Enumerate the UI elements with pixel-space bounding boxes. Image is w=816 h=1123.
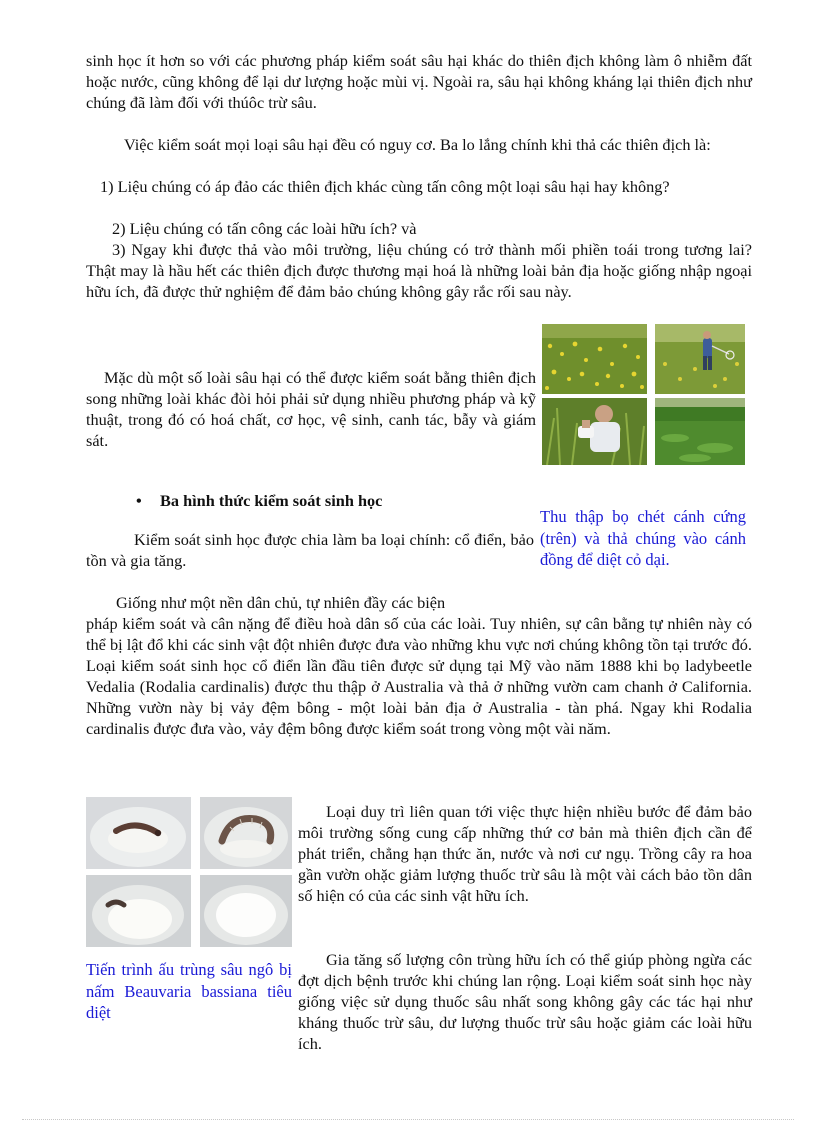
three-types-paragraph: Kiểm soát sinh học được chia làm ba loại chính: cổ điển, bảo tồn và gia tăng. — [86, 530, 534, 570]
conservation-paragraph: Loại duy trì liên quan tới việc thực hiện nhiều bước để đảm bảo môi trường sống cung cấp những thứ cơ bản mà thiên địch cần để phát triển, chẳng hạn thức ăn, nước và nơi cư ngụ. Trồng cây ra hoa gần vườn ohặc giảm lượng thuốc trừ sâu là một vài cách bảo tồn dân số hiện có của các sinh vật hữu ích. — [298, 802, 752, 905]
intro-paragraph: sinh học ít hơn so với các phương pháp kiểm soát sâu hại khác do thiên địch không làm ô nhiễm đất hoặc nước, cũng không để lại dư lượng hoặc mùi vị. Ngoài ra, sâu hại không kháng lại thiên địch như chúng đã làm đối với thúôc trừ sâu. — [86, 51, 752, 112]
field-photo — [542, 324, 647, 394]
balance-paragraph-line1: Giống như một nền dân chủ, tự nhiên đầy các biện — [116, 593, 446, 612]
collector-photo — [655, 324, 745, 394]
concern-item-3: 3) Ngay khi được thả vào môi trường, liệu chúng có trở thành mối phiền toái trong tương lai? Thật may là hầu hết các thiên địch được thương mại hoá là những loài bản địa hoặc giống nhập ngoại hữu ích, đã được thử nghiệm để đảm bảo chúng không gây rắc rối sau này. — [86, 240, 752, 301]
methods-paragraph: Mặc dù một số loài sâu hại có thể được kiểm soát bằng thiên địch song những loài khác đòi hỏi phải sử dụng nhiều phương pháp và kỹ thuật, trong đó có hoá chất, cơ học, vệ sinh, canh tác, bẫy và giám sát. — [86, 368, 536, 450]
release-photo — [542, 398, 647, 465]
section-heading — [136, 490, 496, 511]
larva-photo-caption: Tiến trình ấu trùng sâu ngô bị nấm Beauvaria bassiana tiêu diệt — [86, 960, 292, 1022]
concern-item-1: 1) Liệu chúng có áp đảo các thiên địch khác cùng tấn công một loại sâu hại hay không? — [100, 177, 670, 196]
larva-photo-1 — [86, 797, 191, 869]
larva-photo-2 — [200, 797, 292, 869]
bullet-icon: • — [136, 491, 142, 510]
section-heading-text: Ba hình thức kiểm soát sinh học — [160, 491, 383, 510]
concern-item-2: 2) Liệu chúng có tấn công các loài hữu ích? và — [112, 219, 417, 238]
larva-photo-3 — [86, 875, 191, 947]
larva-photo-4 — [200, 875, 292, 947]
page-bottom-rule — [22, 1119, 794, 1120]
augmentation-paragraph: Gia tăng số lượng côn trùng hữu ích có thể giúp phòng ngừa các đợt dịch bệnh trước khi chúng lan rộng. Loại kiểm soát sinh học này giống việc sử dụng thuốc sâu nhất song không gây các tác hại như kháng thuốc trừ sâu, dư lượng thuốc trừ sâu hoặc giảm các loài hữu ích. — [298, 950, 752, 1053]
balance-paragraph: pháp kiểm soát và cân nặng để điều hoà dân số của các loài. Tuy nhiên, sự cân bằng tự nhiên này có thể bị lật đổ khi các sinh vật đột nhiên được đưa vào những khu vực nơi chúng không tồn tại trước đó. Loại kiểm soát sinh học cổ điển lần đầu tiên được sử dụng tại Mỹ vào năm 1888 khi bọ ladybeetle Vedalia (Rodalia cardinalis) được thu thập ở Australia và thả ở những vườn cam chanh ở California. Những vườn này bị vảy đệm bông - một loài bản địa ở Australia - tàn phá. Ngay khi Rodalia cardinalis được đưa vào, vảy đệm bông được kiểm soát trong vòng một vài năm. — [86, 614, 752, 738]
risk-paragraph: Việc kiểm soát mọi loại sâu hại đều có nguy cơ. Ba lo lắng chính khi thả các thiên địch là: — [124, 135, 711, 154]
beetle-photo-caption: Thu thập bọ chét cánh cứng (trên) và thả chúng vào cánh đồng để diệt cỏ dại. — [540, 507, 746, 569]
green-field-photo — [655, 398, 745, 465]
